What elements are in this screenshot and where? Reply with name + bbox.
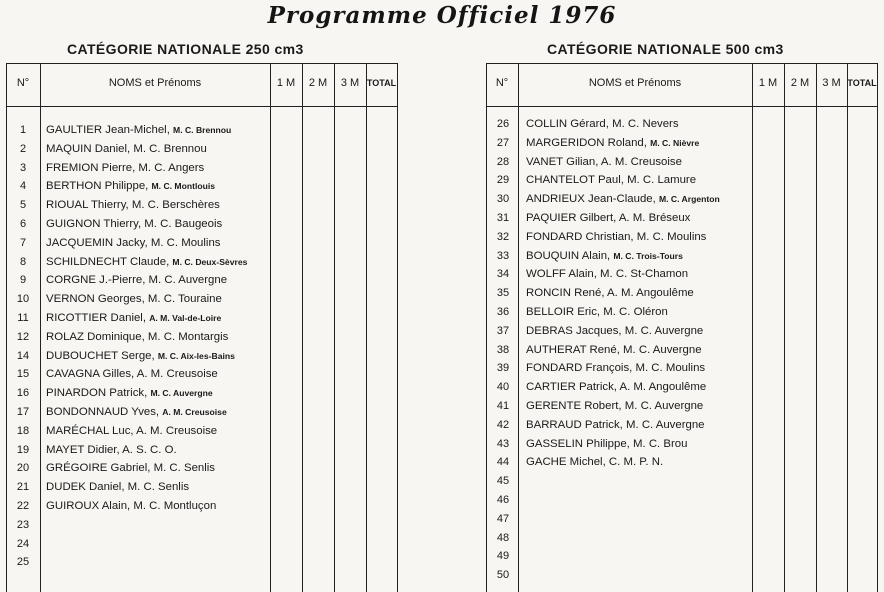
table-row [486, 209, 746, 227]
rider-name-text: GASSELIN Philippe, M. C. Brou [526, 437, 688, 450]
table-row [486, 341, 746, 359]
header-bottom-rule [6, 106, 398, 107]
club-name: M. C. Brennou [173, 125, 232, 135]
rider-number: 16 [16, 387, 30, 400]
rider-number: 37 [496, 324, 510, 337]
header-2m: 2 M [790, 77, 810, 89]
rider-name [526, 209, 690, 227]
rider-name-text: ROLAZ Dominique, M. C. Montargis [46, 330, 229, 343]
results-table-250 [6, 63, 398, 592]
rider-name-text: CAVAGNA Gilles, A. M. Creusoise [46, 368, 218, 381]
rider-name-text: RICOTTIER Daniel, [46, 312, 147, 324]
rider-number: 8 [19, 255, 27, 268]
rider-name [46, 271, 227, 289]
rider-name [46, 177, 215, 195]
club-name: M. C. Aix-les-Bains [157, 350, 235, 361]
rider-name-text: BOUQUIN Alain, [526, 249, 611, 262]
rider-name [46, 365, 218, 383]
header-1m: 1 M [758, 77, 778, 89]
rider-number: 44 [496, 456, 510, 469]
header-3m: 3 M [340, 77, 360, 89]
rider-name [46, 140, 207, 158]
table-row [486, 435, 746, 453]
rider-number: 4 [19, 180, 27, 193]
rider-number: 14 [16, 349, 30, 362]
rider-number: 12 [16, 330, 30, 343]
club-name: M. C. Trois-Tours [613, 250, 683, 261]
rider-name-text: CHANTELOT Paul, M. C. Lamure [526, 174, 697, 187]
rider-number: 34 [496, 268, 510, 281]
rider-number: 3 [19, 161, 27, 174]
club-name: A. M. Creusoise [162, 407, 227, 417]
rider-number: 33 [496, 249, 510, 262]
table-row [486, 265, 746, 283]
rider-number: 46 [496, 494, 510, 506]
category-heading-250: CATÉGORIE NATIONALE 250 cm3 [67, 41, 304, 57]
rider-name-text: MAQUIN Daniel, M. C. Brennou [46, 142, 207, 155]
rider-name [46, 347, 235, 365]
rider-name [526, 378, 706, 396]
rider-name-text: DEBRAS Jacques, M. C. Auvergne [526, 324, 704, 337]
table-row [6, 347, 266, 365]
table-row [6, 271, 266, 289]
header-num: N° [16, 77, 30, 89]
rider-name-text: ANDRIEUX Jean-Claude, [526, 193, 656, 206]
rider-name [526, 247, 683, 265]
header-num: N° [495, 77, 509, 89]
rider-number: 27 [496, 136, 510, 149]
rider-number: 49 [496, 550, 510, 563]
rider-number: 43 [496, 437, 510, 450]
rider-number: 10 [16, 293, 30, 306]
rider-name-text: MAYET Didier, A. S. C. O. [46, 443, 177, 456]
rider-number: 18 [16, 424, 30, 437]
rider-name [46, 253, 247, 271]
rider-number: 23 [16, 518, 30, 531]
table-row [6, 196, 266, 214]
rider-name-text: SCHILDNECHT Claude, [46, 255, 170, 268]
rider-name-text: GRÉGOIRE Gabriel, M. C. Senlis [46, 462, 216, 475]
table-row [486, 190, 746, 208]
rider-name-text: DUDEK Daniel, M. C. Senlis [46, 481, 190, 494]
rider-number: 24 [16, 537, 30, 550]
table-row [486, 228, 746, 246]
header-total: TOTAL [366, 78, 397, 88]
rider-number: 36 [496, 306, 510, 318]
rider-name [526, 322, 703, 340]
table-row [486, 472, 746, 490]
table-row [486, 322, 746, 340]
rider-name [46, 459, 215, 477]
rider-name-text: BERTHON Philippe, [46, 180, 149, 193]
rider-number: 31 [496, 212, 510, 224]
rider-name [526, 265, 688, 283]
rider-name-text: DUBOUCHET Serge, [46, 349, 155, 362]
rider-number: 7 [19, 236, 27, 249]
rider-number: 32 [496, 230, 510, 243]
rider-name-text: PAQUIER Gilbert, A. M. Bréseux [526, 212, 691, 224]
table-row [6, 253, 266, 271]
rider-name-text: FREMION Pierre, M. C. Angers [46, 161, 205, 174]
table-row [486, 359, 746, 377]
club-name: M. C. Montlouis [151, 181, 216, 192]
rider-name-text: CORGNE J.-Pierre, M. C. Auvergne [46, 274, 228, 287]
table-row [486, 566, 746, 584]
rider-number: 15 [16, 368, 30, 381]
rider-name [46, 422, 217, 440]
table-row [486, 134, 746, 152]
rider-name [526, 115, 679, 133]
rider-number: 20 [16, 462, 30, 475]
rider-name [46, 403, 227, 421]
table-row [6, 290, 266, 308]
table-row [6, 140, 266, 158]
rider-number: 40 [496, 381, 510, 394]
table-row [6, 328, 266, 346]
table-row [6, 553, 266, 571]
rider-name [526, 359, 705, 377]
rider-name [526, 303, 668, 321]
rider-number: 41 [496, 400, 510, 412]
rider-number: 45 [496, 475, 510, 488]
rider-number: 2 [19, 142, 27, 155]
rider-name [526, 190, 720, 208]
rider-number: 19 [16, 443, 30, 456]
rider-number: 9 [19, 274, 27, 287]
table-row [6, 365, 266, 383]
rider-name [526, 134, 699, 152]
table-row [486, 491, 746, 509]
rider-number: 22 [16, 500, 30, 512]
table-row [6, 497, 266, 515]
rider-number: 1 [19, 124, 27, 136]
header-names: NOMS et Prénoms [588, 77, 682, 89]
club-name: M. C. Nièvre [650, 137, 700, 148]
rider-name [46, 290, 222, 308]
rider-name-text: RIOUAL Thierry, M. C. Berschères [46, 199, 220, 212]
m3-column-divider [816, 63, 817, 592]
rider-name [526, 341, 702, 359]
rider-name-text: BARRAUD Patrick, M. C. Auvergne [526, 418, 705, 431]
header-total: TOTAL [847, 78, 877, 88]
rider-name [526, 228, 706, 246]
rider-number: 21 [16, 481, 30, 494]
total-column-divider [847, 63, 848, 592]
table-top-rule [6, 63, 398, 64]
table-row [486, 453, 746, 471]
m3-column-divider [334, 63, 335, 592]
table-right-border [397, 63, 398, 592]
club-name: M. C. Auvergne [150, 388, 213, 399]
rider-name [46, 234, 220, 252]
rider-name-text: VERNON Georges, M. C. Touraine [46, 293, 222, 306]
header-names: NOMS et Prénoms [108, 77, 202, 89]
table-row [486, 397, 746, 415]
category-heading-500: CATÉGORIE NATIONALE 500 cm3 [547, 41, 784, 57]
rider-number: 35 [496, 287, 510, 300]
rider-name [526, 397, 703, 415]
table-row [6, 422, 266, 440]
rider-name-text: AUTHERAT René, M. C. Auvergne [526, 343, 702, 356]
table-row [6, 516, 266, 534]
rider-name-text: PINARDON Patrick, [46, 387, 148, 400]
rider-name [46, 478, 189, 496]
rider-name [526, 416, 705, 434]
table-row [486, 529, 746, 547]
table-row [486, 247, 746, 265]
rider-number: 26 [496, 118, 510, 130]
header-bottom-rule [486, 106, 878, 107]
table-row [486, 547, 746, 565]
rider-number: 47 [496, 512, 510, 525]
rider-name-text: COLLIN Gérard, M. C. Nevers [526, 118, 679, 130]
rider-number: 48 [496, 531, 510, 544]
rider-number: 30 [496, 193, 510, 206]
table-row [6, 121, 266, 139]
rider-number: 28 [496, 155, 510, 168]
total-column-divider [366, 63, 367, 592]
rider-name-text: GACHE Michel, C. M. P. N. [526, 456, 664, 469]
rider-name [46, 121, 231, 139]
table-row [486, 153, 746, 171]
rider-number: 25 [16, 556, 30, 569]
m2-column-divider [302, 63, 303, 592]
rider-name [46, 309, 221, 327]
club-name: A. M. Val-de-Loire [149, 313, 222, 323]
table-row [486, 510, 746, 528]
table-row [486, 171, 746, 189]
rider-name-text: BELLOIR Eric, M. C. Oléron [526, 306, 668, 318]
rider-number: 38 [496, 343, 510, 356]
rider-number: 50 [496, 569, 510, 582]
table-row [486, 115, 746, 133]
table-row [6, 384, 266, 402]
table-row [6, 535, 266, 553]
club-name: M. C. Deux-Sèvres [172, 256, 248, 267]
header-2m: 2 M [308, 77, 328, 89]
m2-column-divider [784, 63, 785, 592]
rider-name [46, 441, 177, 459]
rider-name [46, 215, 222, 233]
table-row [6, 478, 266, 496]
rider-number: 17 [16, 406, 30, 418]
rider-name [526, 284, 694, 302]
table-row [486, 416, 746, 434]
rider-name-text: GUIGNON Thierry, M. C. Baugeois [46, 218, 223, 230]
rider-name [526, 171, 696, 189]
table-row [6, 234, 266, 252]
rider-name [46, 328, 228, 346]
table-row [486, 284, 746, 302]
rider-name [46, 159, 204, 177]
rider-number: 5 [19, 199, 27, 212]
rider-name [46, 497, 216, 515]
rider-name [46, 384, 213, 402]
rider-number: 11 [17, 312, 29, 324]
rider-number: 29 [496, 174, 510, 187]
rider-number: 6 [19, 218, 27, 230]
table-top-rule [486, 63, 878, 64]
table-row [6, 159, 266, 177]
header-3m: 3 M [822, 77, 841, 89]
header-1m: 1 M [276, 77, 296, 89]
rider-name-text: CARTIER Patrick, A. M. Angoulême [526, 381, 707, 394]
m1-column-divider [270, 63, 271, 592]
rider-name-text: WOLFF Alain, M. C. St-Chamon [526, 268, 689, 281]
table-row [6, 403, 266, 421]
rider-name [46, 196, 220, 214]
rider-name [526, 153, 682, 171]
table-right-border [877, 63, 878, 592]
table-row [6, 459, 266, 477]
rider-name-text: JACQUEMIN Jacky, M. C. Moulins [46, 236, 221, 249]
table-row [486, 378, 746, 396]
club-name: M. C. Argenton [658, 194, 720, 205]
table-row [6, 177, 266, 195]
rider-name-text: GAULTIER Jean-Michel, [46, 124, 170, 136]
rider-name-text: MARÉCHAL Luc, A. M. Creusoise [46, 424, 218, 437]
page-title: Programme Officiel 1976 [267, 2, 617, 29]
table-row [6, 309, 266, 327]
results-table-500 [486, 63, 878, 592]
rider-number: 42 [496, 418, 510, 431]
table-row [6, 441, 266, 459]
m1-column-divider [752, 63, 753, 592]
rider-name-text: GUIROUX Alain, M. C. Montluçon [46, 500, 217, 512]
rider-name [526, 453, 663, 471]
rider-name [526, 435, 687, 453]
rider-number: 39 [496, 362, 510, 375]
table-row [486, 303, 746, 321]
rider-name-text: MARGERIDON Roland, [526, 136, 647, 149]
rider-name-text: VANET Gilian, A. M. Creusoise [526, 155, 682, 168]
rider-name-text: BONDONNAUD Yves, [46, 406, 160, 418]
table-row [6, 215, 266, 233]
rider-name-text: FONDARD Christian, M. C. Moulins [526, 230, 707, 243]
rider-name-text: RONCIN René, A. M. Angoulême [526, 287, 694, 300]
rider-name-text: FONDARD François, M. C. Moulins [526, 362, 706, 375]
rider-name-text: GERENTE Robert, M. C. Auvergne [526, 400, 704, 412]
